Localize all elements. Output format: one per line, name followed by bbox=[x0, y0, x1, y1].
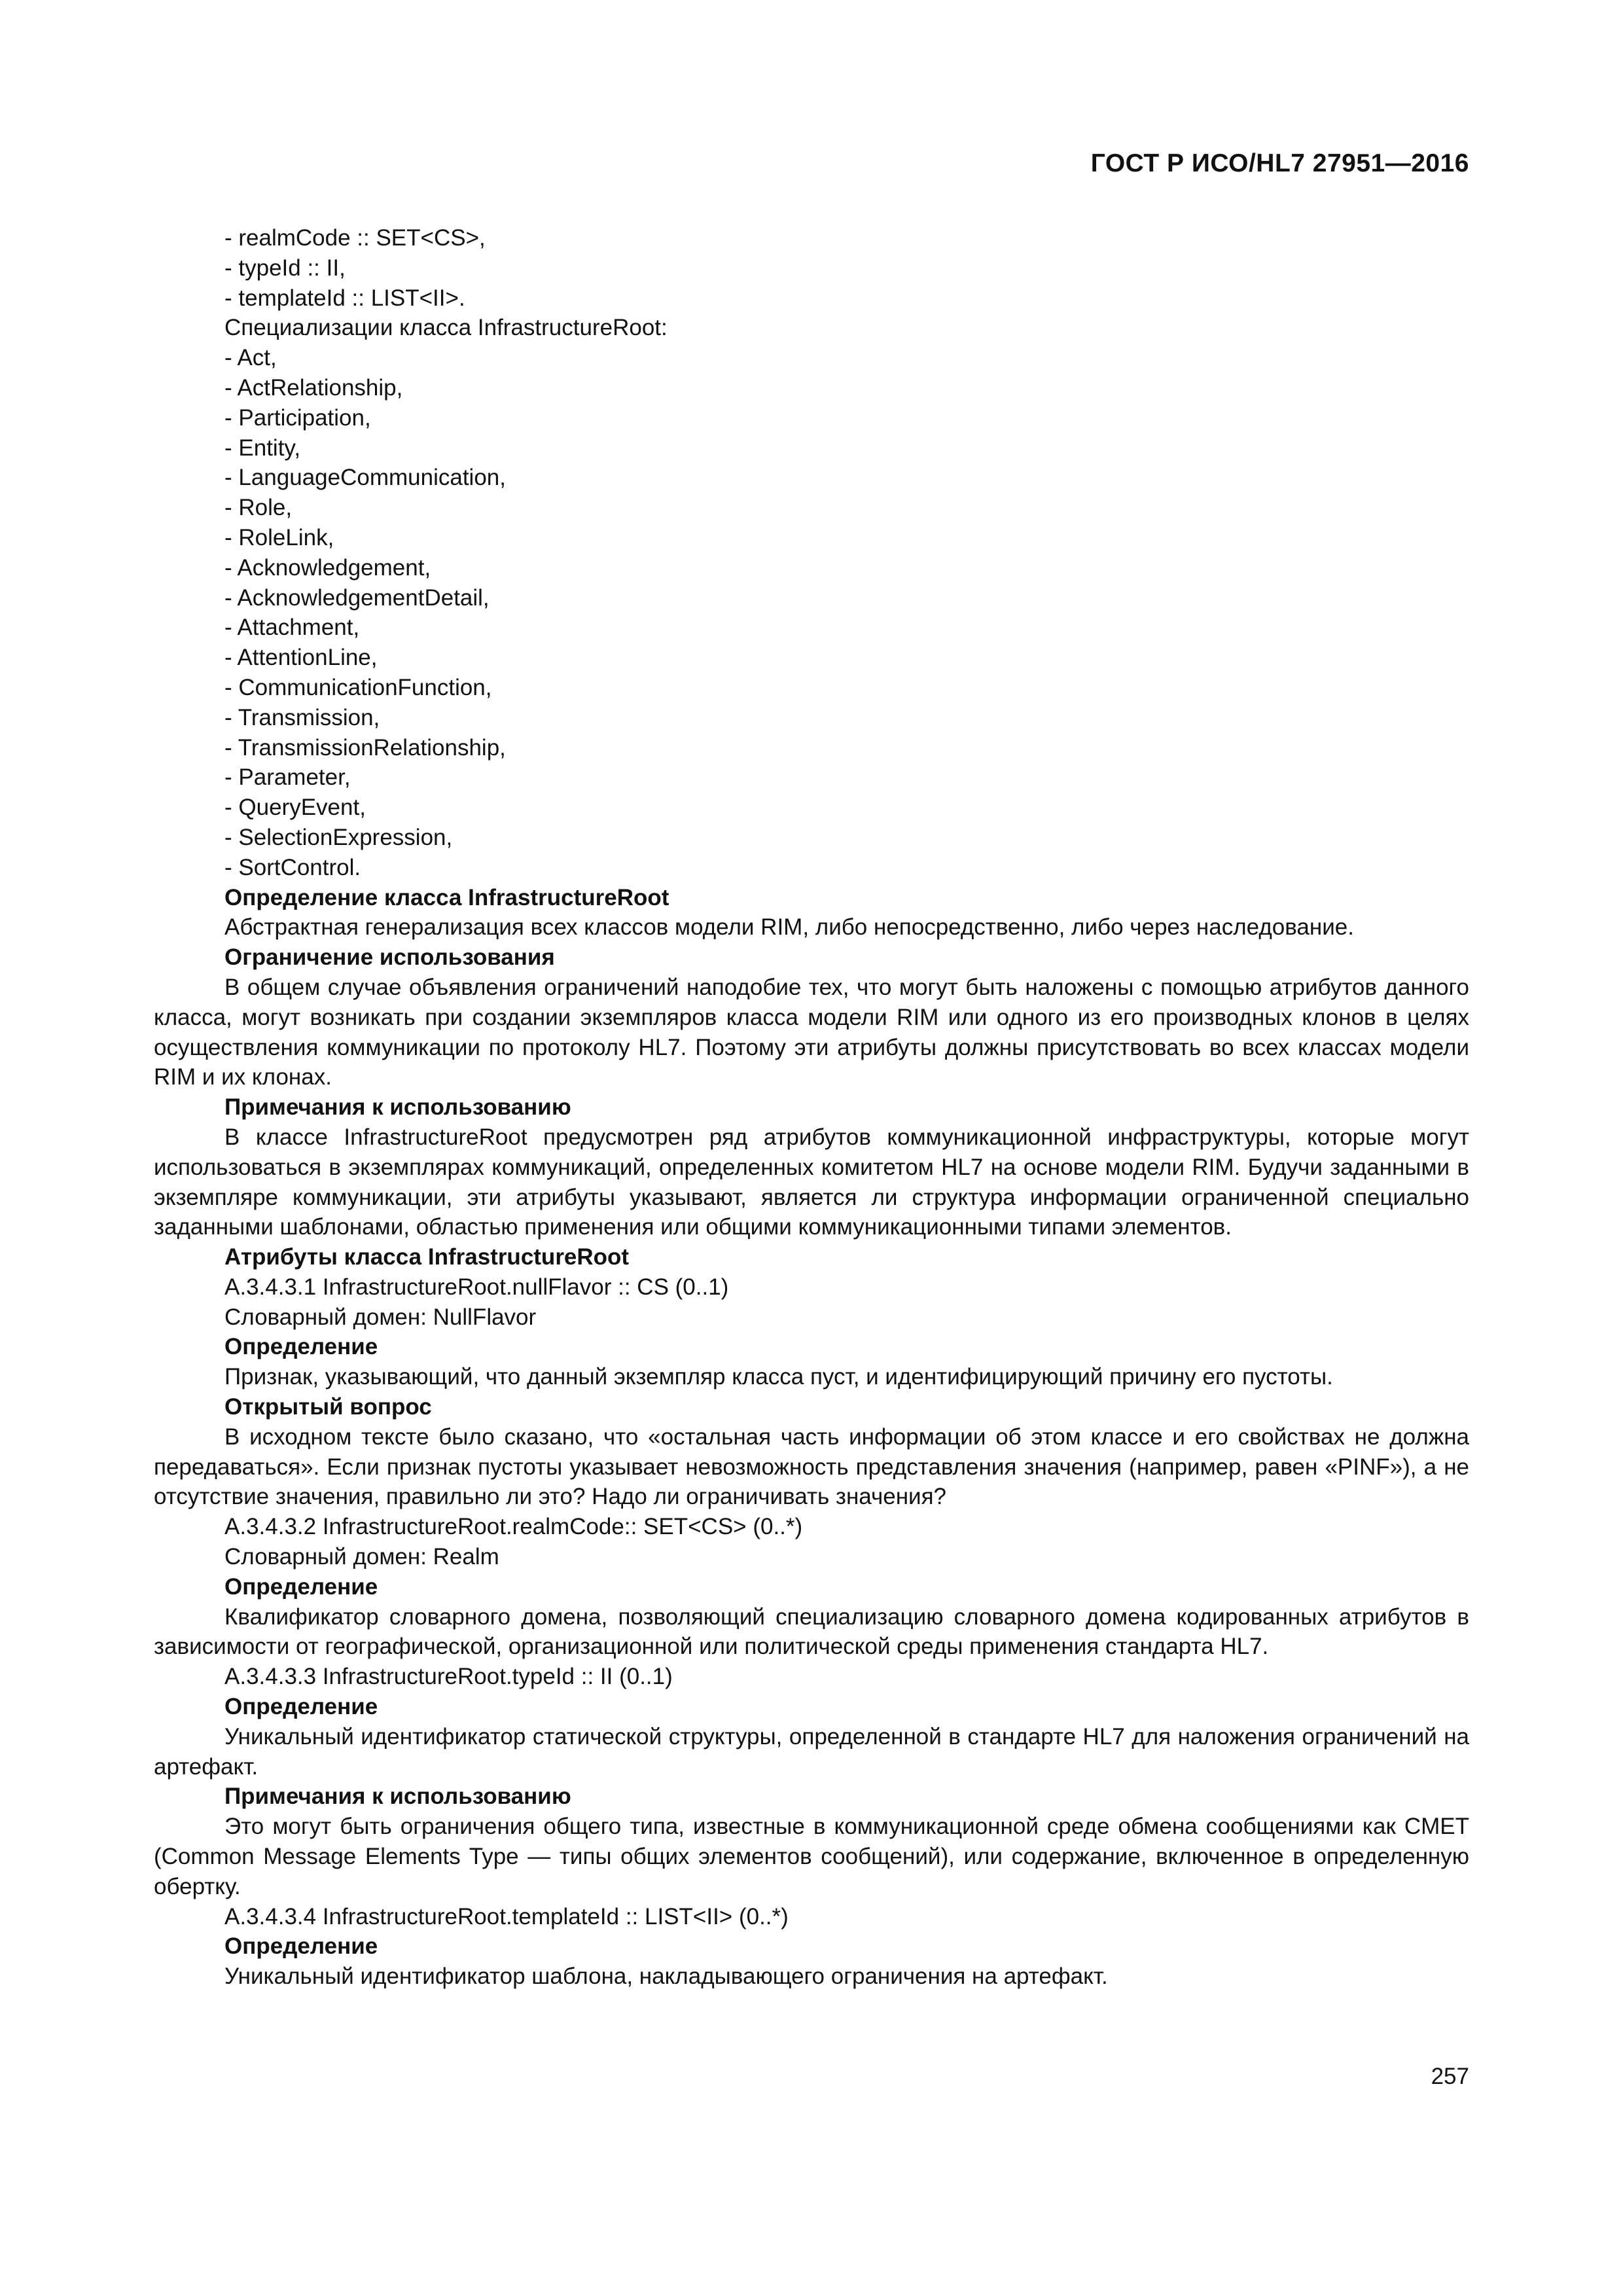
specializations-heading: Специализации класса InfrastructureRoot: bbox=[224, 315, 668, 341]
paragraph: Квалификатор словарного домена, позволяющий специализацию словарного домена кодированных атрибутов в зависимости от географической, организационной или политической среды применения стандарта HL7. bbox=[154, 1604, 1469, 1660]
paragraph: В общем случае объявления ограничений наподобие тех, что могут быть наложены с помощью атрибутов данного класса, могут возникать при создании экземпляров класса модели RIM или одного из его производных клонов в целях осуществления коммуникации по протоколу HL7. Поэтому эти атрибуты должны присутствовать во всех классах модели RIM и их клонах. bbox=[154, 974, 1469, 1090]
list-item: - CommunicationFunction, bbox=[224, 674, 492, 700]
paragraph: Уникальный идентификатор статической структуры, определенной в стандарте HL7 для наложения ограничений на артефакт. bbox=[154, 1723, 1469, 1780]
paragraph: В исходном тексте было сказано, что «остальная часть информации об этом классе и его свойствах не должна передаваться». Если признак пустоты указывает невозможность представления значения (например, равен «PINF»), а не отсутствие значения, правильно ли это? Надо ли ограничивать значения? bbox=[154, 1424, 1469, 1510]
section-heading: Определение bbox=[224, 1334, 378, 1360]
list-item: - realmCode :: SET<CS>, bbox=[224, 225, 486, 251]
list-item: - templateId :: LIST<II>. bbox=[224, 285, 465, 311]
list-item: - ActRelationship, bbox=[224, 374, 403, 401]
list-item: - Transmission, bbox=[224, 704, 380, 730]
list-item: - Act, bbox=[224, 345, 277, 371]
paragraph: Уникальный идентификатор шаблона, накладывающего ограничения на артефакт. bbox=[224, 1964, 1108, 1990]
list-item: - LanguageCommunication, bbox=[224, 465, 506, 491]
paragraph: Признак, указывающий, что данный экземпляр класса пуст, и идентифицирующий причину его пустоты. bbox=[224, 1364, 1333, 1390]
document-code-header: ГОСТ Р ИСО/HL7 27951—2016 bbox=[1090, 149, 1469, 177]
section-heading: Открытый вопрос bbox=[224, 1394, 432, 1420]
list-item: - Entity, bbox=[224, 435, 301, 461]
section-heading: Примечания к использованию bbox=[224, 1784, 571, 1810]
section-heading: Ограничение использования bbox=[224, 944, 555, 971]
attribute-title: A.3.4.3.1 InfrastructureRoot.nullFlavor :: CS (0..1) bbox=[224, 1274, 729, 1300]
list-item: - Parameter, bbox=[224, 764, 351, 791]
attribute-title: A.3.4.3.4 InfrastructureRoot.templateId :: LIST<II> (0..*) bbox=[224, 1903, 789, 1929]
list-item: - Role, bbox=[224, 495, 293, 521]
page-body bbox=[154, 223, 1469, 1992]
section-heading: Определение bbox=[224, 1933, 378, 1960]
section-heading: Определение класса InfrastructureRoot bbox=[224, 884, 669, 910]
list-item: - TransmissionRelationship, bbox=[224, 734, 506, 761]
attribute-title: A.3.4.3.3 InfrastructureRoot.typeId :: II (0..1) bbox=[224, 1664, 673, 1690]
paragraph: Абстрактная генерализация всех классов модели RIM, либо непосредственно, либо через наследование. bbox=[224, 914, 1354, 941]
attribute-domain: Словарный домен: NullFlavor bbox=[224, 1304, 537, 1330]
section-heading: Определение bbox=[224, 1694, 378, 1720]
paragraph: Это могут быть ограничения общего типа, известные в коммуникационной среде обмена сообщениями как CMET (Common Message Elements Type — типы общих элементов сообщений), или содержание, включенное в определенную обертку. bbox=[154, 1814, 1469, 1899]
list-item: - SortControl. bbox=[224, 854, 361, 880]
list-item: - Acknowledgement, bbox=[224, 554, 431, 581]
list-item: - SelectionExpression, bbox=[224, 824, 453, 850]
list-item: - RoleLink, bbox=[224, 524, 334, 550]
list-item: - QueryEvent, bbox=[224, 795, 366, 821]
section-heading: Определение bbox=[224, 1573, 378, 1600]
list-item: - Attachment, bbox=[224, 615, 360, 641]
list-item: - Participation, bbox=[224, 404, 371, 431]
paragraph: В классе InfrastructureRoot предусмотрен ряд атрибутов коммуникационной инфраструктуры, которые могут использоваться в экземплярах коммуникаций, определенных комитетом HL7 на основе модели RIM. Будучи заданными в экземпляре коммуникации, эти атрибуты указывают, является ли структура информации ограниченной специально заданными шаблонами, областью применения или общими коммуникационными типами элементов. bbox=[154, 1124, 1469, 1240]
list-item: - AcknowledgementDetail, bbox=[224, 584, 490, 611]
attribute-domain: Словарный домен: Realm bbox=[224, 1544, 499, 1570]
section-heading: Примечания к использованию bbox=[224, 1094, 571, 1121]
list-item: - AttentionLine, bbox=[224, 645, 378, 671]
list-item: - typeId :: II, bbox=[224, 255, 346, 281]
section-heading: Атрибуты класса InfrastructureRoot bbox=[224, 1244, 630, 1270]
attribute-title: A.3.4.3.2 InfrastructureRoot.realmCode:: SET<CS> (0..*) bbox=[224, 1514, 803, 1540]
page-number: 257 bbox=[1431, 2064, 1469, 2089]
